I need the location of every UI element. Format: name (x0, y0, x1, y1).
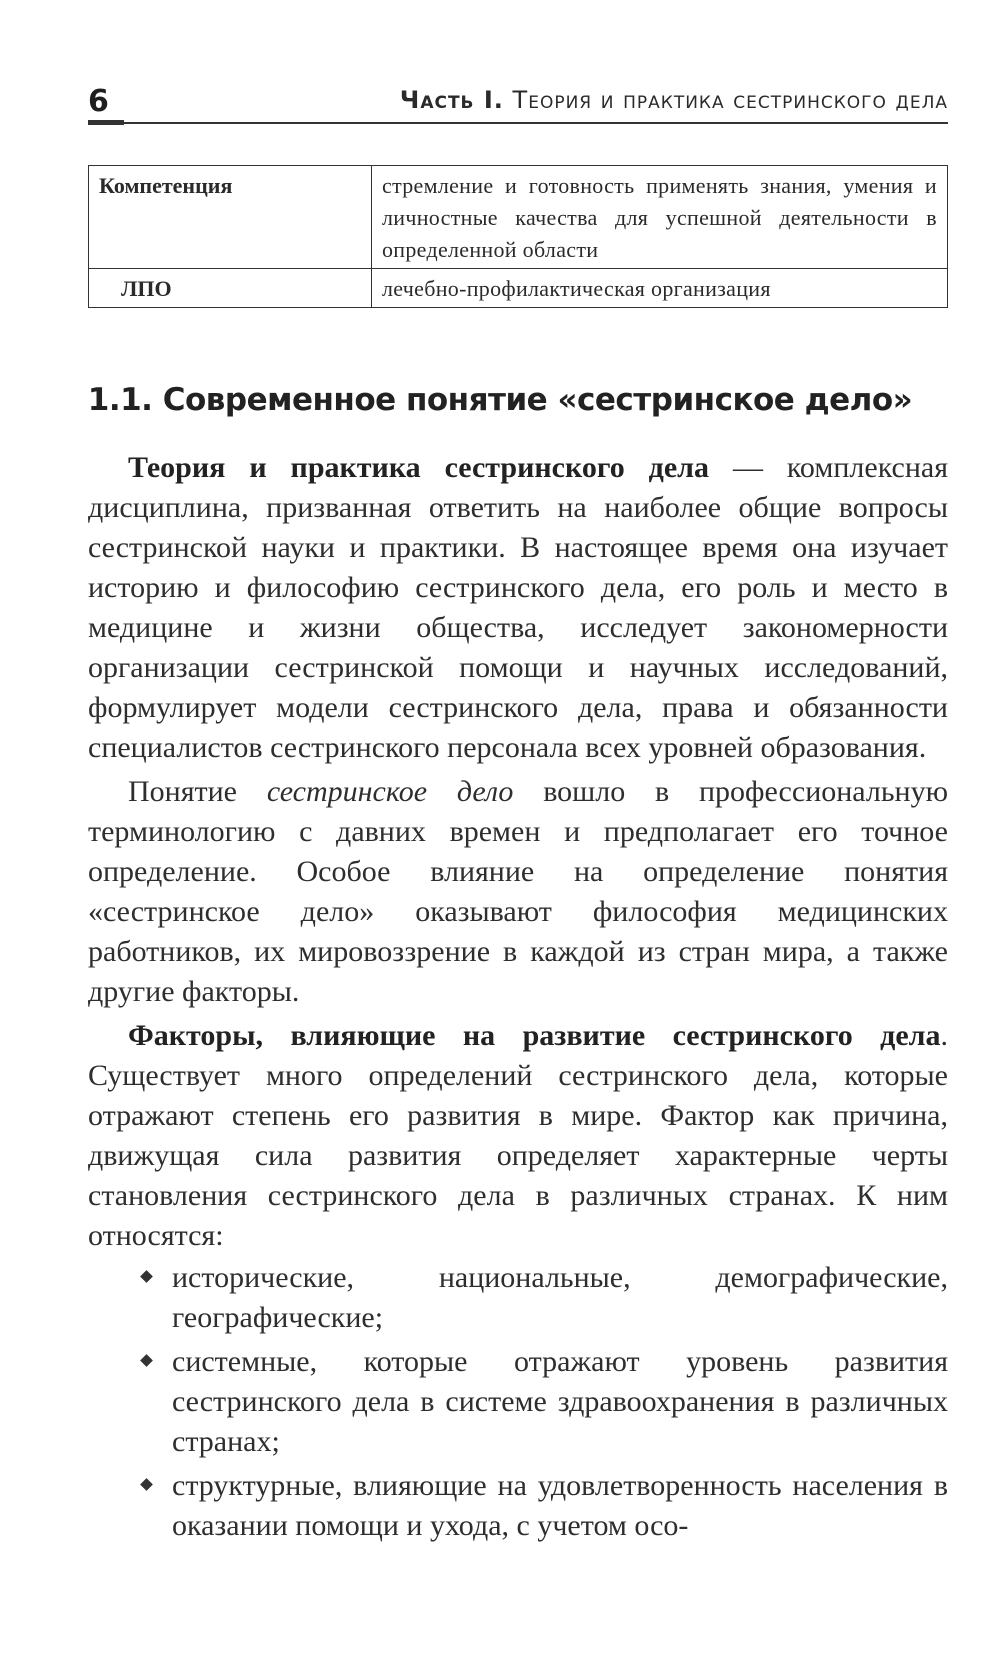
running-header (88, 80, 948, 124)
table-row (89, 269, 948, 308)
definition-cell: стремление и готовность применять знания, умения и личностные качества для успешной деятельности в определенной области (372, 166, 948, 269)
paragraph-text: — комплексная дисциплина, призванная ответить на наиболее общие вопросы сестринской науки и практики. В настоящее время она изучает историю и философию сестринского дела, его роль и место в медицине и жизни общества, исследует закономерности организации сестринской помощи и научных исследований, формулирует модели сестринского дела, права и обязанности специалистов сестринского персонала всех уровней образования. (88, 451, 949, 764)
header-subject: Теория и практика сестринского дела (512, 86, 948, 114)
paragraph-text: вошло в профессиональную терминологию с давних времен и предполагает его точное определение. Особое влияние на определение понятия «сестринское дело» оказывают философия медицинских работников, их мировоззрение в каждой из стран мира, а также другие факторы. (88, 775, 948, 1008)
header-rule (88, 122, 948, 124)
bold-term: Факторы, влияющие на развитие сестринского дела (128, 1019, 941, 1052)
list-item-text: системные, которые отражают уровень развития сестринского дела в системе здравоохранения в различных странах; (172, 1345, 948, 1458)
list-item-text: исторические, национальные, демографические, географические; (172, 1261, 948, 1334)
italic-term: сестринское дело (266, 775, 514, 808)
diamond-bullet-icon (140, 1354, 153, 1367)
header-part-label: Часть I. (399, 86, 504, 114)
diamond-bullet-icon (140, 1478, 153, 1491)
list-item (172, 1258, 948, 1338)
page-number: 6 (88, 84, 109, 119)
diamond-bullet-icon (140, 1270, 153, 1283)
header-title (400, 86, 948, 114)
bold-term: Теория и практика сестринского дела (128, 451, 709, 484)
paragraph-text: Понятие (128, 775, 267, 808)
factor-list (88, 1258, 948, 1546)
list-item (172, 1342, 948, 1462)
terms-table (88, 165, 948, 308)
body-text (88, 448, 948, 1550)
section-heading: 1.1. Современное понятие «сестринское дело» (87, 382, 913, 418)
term-cell: ЛПО (89, 269, 372, 308)
paragraph (88, 1016, 948, 1256)
table-row (89, 166, 948, 269)
paragraph (88, 772, 948, 1012)
paragraph (88, 448, 948, 768)
list-item-text: структурные, влияющие на удовлетворенность населения в оказании помощи и ухода, с учетом осо- (172, 1469, 948, 1542)
term-cell: Компетенция (89, 166, 372, 269)
list-item (172, 1466, 948, 1546)
definition-cell: лечебно-профилактическая организация (372, 269, 948, 308)
paragraph-text: . Существует много определений сестринского дела, которые отражают степень его развития в мире. Фактор как причина, движущая сила развития определяет характерные черты становления сестринского дела в различных странах. К ним относятся: (88, 1019, 948, 1252)
